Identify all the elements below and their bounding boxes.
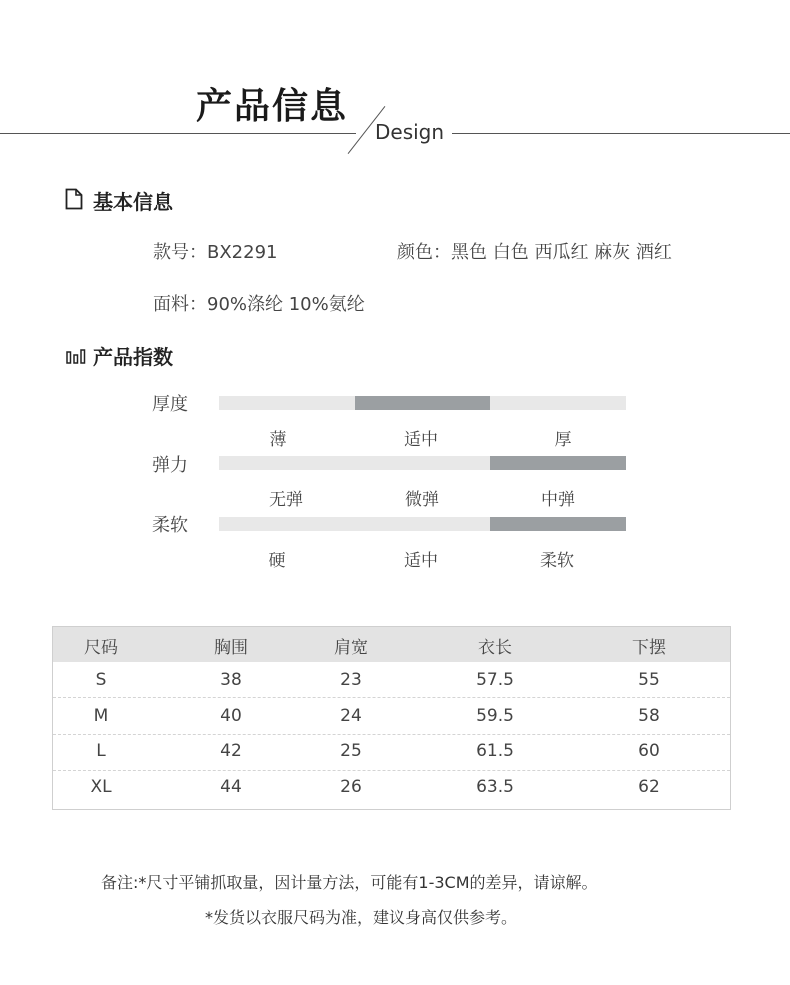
table-cell: 38 (220, 670, 242, 690)
table-cell: 23 (340, 670, 362, 690)
index-option: 中弹 (541, 490, 575, 510)
index-bar-fill (490, 517, 626, 531)
size-table (52, 626, 731, 810)
table-cell: 62 (638, 777, 660, 797)
row-divider (53, 697, 730, 698)
row-divider (53, 734, 730, 735)
note-line-2: *发货以衣服尺码为准，建议身高仅供参考。 (205, 908, 518, 927)
header-divider-right (452, 133, 790, 134)
bar-chart-icon (66, 346, 88, 368)
table-cell: 42 (220, 741, 242, 761)
index-bar-fill (355, 396, 491, 410)
table-cell: 61.5 (476, 741, 514, 761)
table-cell: 57.5 (476, 670, 514, 690)
index-option: 柔软 (540, 551, 574, 571)
fabric-composition: 面料：90%涤纶 10%氨纶 (153, 294, 365, 315)
style-number: 款号：BX2291 (153, 242, 278, 263)
row-divider (53, 770, 730, 771)
product-index-heading: 产品指数 (93, 345, 173, 369)
index-bar-elasticity (219, 456, 626, 470)
color-options: 颜色：黑色 白色 西瓜红 麻灰 酒红 (397, 242, 672, 263)
table-cell: 63.5 (476, 777, 514, 797)
index-label-elasticity: 弹力 (152, 455, 188, 476)
index-option: 适中 (404, 551, 438, 571)
table-header-cell: 下摆 (632, 638, 666, 658)
table-cell: 24 (340, 706, 362, 726)
index-label-thickness: 厚度 (152, 394, 188, 415)
table-cell: 40 (220, 706, 242, 726)
index-bar-thickness (219, 396, 626, 410)
note-line-1: 备注:*尺寸平铺抓取量，因计量方法，可能有1-3CM的差异，请谅解。 (101, 873, 598, 892)
document-icon (65, 188, 87, 210)
index-option: 厚 (554, 430, 572, 450)
table-cell: S (95, 670, 107, 690)
index-option: 适中 (404, 430, 438, 450)
index-option: 硬 (268, 551, 286, 571)
index-option: 微弹 (405, 490, 439, 510)
basic-info-heading: 基本信息 (93, 190, 173, 214)
table-cell: 60 (638, 741, 660, 761)
table-cell: 26 (340, 777, 362, 797)
header-divider-left (0, 133, 356, 134)
index-option: 无弹 (269, 490, 303, 510)
table-cell: XL (90, 777, 112, 797)
table-header-cell: 衣长 (478, 638, 512, 658)
index-bar-fill (490, 456, 626, 470)
page-title: 产品信息 (196, 86, 349, 127)
table-cell: 59.5 (476, 706, 514, 726)
table-header (53, 627, 730, 662)
table-cell: 25 (340, 741, 362, 761)
table-header-cell: 肩宽 (334, 638, 368, 658)
index-bar-softness (219, 517, 626, 531)
index-option: 薄 (269, 430, 287, 450)
page-subtitle: Design (375, 120, 445, 144)
index-label-softness: 柔软 (152, 515, 188, 536)
table-cell: 58 (638, 706, 660, 726)
table-cell: 44 (220, 777, 242, 797)
table-cell: L (96, 741, 106, 761)
table-cell: M (93, 706, 109, 726)
table-header-cell: 尺码 (84, 638, 118, 658)
table-header-cell: 胸围 (214, 638, 248, 658)
table-cell: 55 (638, 670, 660, 690)
